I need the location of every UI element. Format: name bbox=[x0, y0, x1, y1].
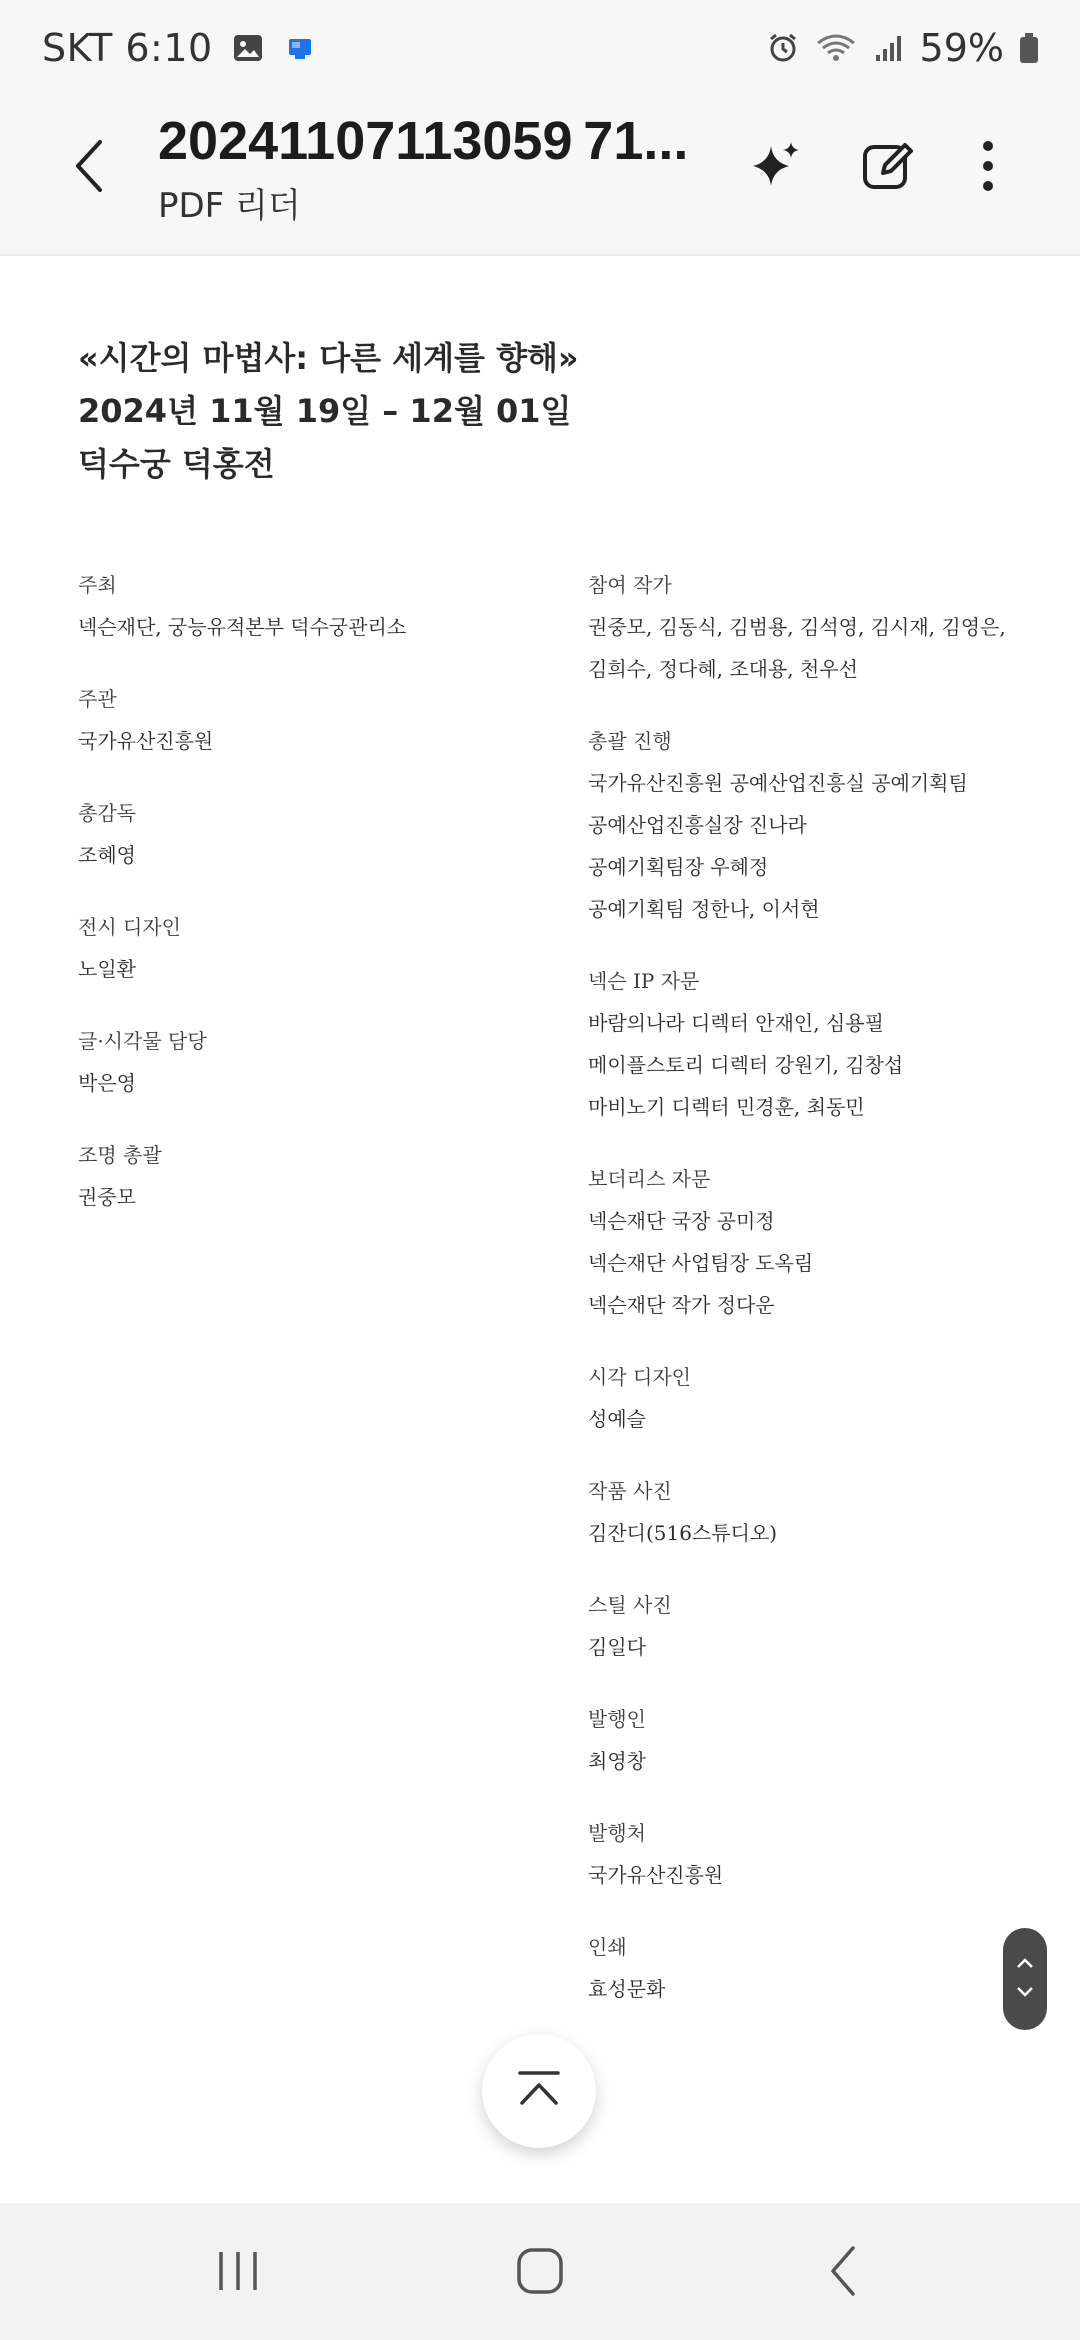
credit-value: 넥슨재단 작가 정다운 bbox=[588, 1293, 775, 1317]
credit-section bbox=[588, 1812, 1058, 1896]
edit-button[interactable] bbox=[856, 136, 920, 200]
credit-value: 메이플스토리 디렉터 강원기, 김창섭 bbox=[588, 1053, 904, 1077]
credit-section bbox=[78, 1020, 538, 1104]
credit-section bbox=[588, 564, 1058, 690]
document-heading bbox=[78, 332, 579, 491]
credit-value: 성예슬 bbox=[588, 1407, 646, 1431]
credit-value: 최영창 bbox=[588, 1749, 646, 1773]
signal-icon bbox=[872, 31, 906, 65]
credit-value: 공예기획팀 정한나, 이서현 bbox=[588, 897, 820, 921]
credit-label: 스틸 사진 bbox=[588, 1593, 672, 1617]
credit-value: 노일환 bbox=[78, 957, 136, 981]
more-options-button[interactable] bbox=[956, 136, 1020, 200]
credit-section bbox=[588, 1584, 1058, 1668]
back-nav-icon bbox=[823, 2244, 863, 2302]
chevron-down-icon[interactable] bbox=[1015, 1984, 1035, 2003]
credit-value: 김일다 bbox=[588, 1635, 646, 1659]
credit-value: 넥슨재단 국장 공미정 bbox=[588, 1209, 775, 1233]
credit-value: 효성문화 bbox=[588, 1977, 666, 2001]
credit-label: 작품 사진 bbox=[588, 1479, 672, 1503]
credit-value: 권중모, 김동식, 김범용, 김석영, 김시재, 김영은, bbox=[588, 615, 1006, 639]
home-button[interactable] bbox=[500, 2243, 580, 2303]
credit-value: 공예산업진흥실장 진나라 bbox=[588, 813, 807, 837]
back-icon bbox=[70, 136, 110, 200]
exhibition-title: «시간의 마법사: 다른 세계를 향해» bbox=[78, 339, 579, 377]
recent-apps-icon bbox=[213, 2246, 263, 2300]
system-nav-bar bbox=[0, 2203, 1080, 2340]
credit-section bbox=[588, 1158, 1058, 1326]
credit-value: 바람의나라 디렉터 안재인, 심용필 bbox=[588, 1011, 884, 1035]
credit-label: 발행처 bbox=[588, 1821, 646, 1845]
status-time: SKT 6:10 bbox=[42, 26, 213, 70]
credit-value: 국가유산진흥원 bbox=[588, 1863, 724, 1887]
credit-value: 국가유산진흥원 bbox=[78, 729, 214, 753]
ai-sparkle-icon bbox=[749, 138, 805, 198]
credits-right-column bbox=[588, 564, 1058, 2040]
recent-apps-button[interactable] bbox=[198, 2243, 278, 2303]
credit-value: 국가유산진흥원 공예산업진흥실 공예기획팀 bbox=[588, 771, 968, 795]
credit-section bbox=[588, 1698, 1058, 1782]
credit-label: 주관 bbox=[78, 687, 117, 711]
document-title: 20241107113059 71... bbox=[158, 111, 689, 171]
chevron-up-icon[interactable] bbox=[1015, 1955, 1035, 1974]
credit-value: 넥슨재단 사업팀장 도옥림 bbox=[588, 1251, 814, 1275]
credit-value: 조혜영 bbox=[78, 843, 136, 867]
credit-value: 마비노기 디렉터 민경훈, 최동민 bbox=[588, 1095, 865, 1119]
credit-label: 주최 bbox=[78, 573, 117, 597]
exhibition-dates: 2024년 11월 19일 – 12월 01일 bbox=[78, 392, 572, 430]
credit-label: 시각 디자인 bbox=[588, 1365, 691, 1389]
home-icon bbox=[515, 2246, 565, 2300]
credit-label: 조명 총괄 bbox=[78, 1143, 162, 1167]
title-area bbox=[158, 110, 718, 227]
pdf-page[interactable] bbox=[0, 258, 1080, 2203]
status-left bbox=[42, 26, 317, 70]
exhibition-venue: 덕수궁 덕홍전 bbox=[78, 445, 275, 483]
ai-sparkle-button[interactable] bbox=[745, 136, 809, 200]
credit-section bbox=[78, 678, 538, 762]
credit-value: 넥슨재단, 궁능유적본부 덕수궁관리소 bbox=[78, 615, 407, 639]
wifi-icon bbox=[814, 31, 858, 65]
credit-section bbox=[588, 960, 1058, 1128]
credit-section bbox=[78, 564, 538, 648]
status-bar bbox=[0, 0, 1080, 100]
credit-section bbox=[588, 1470, 1058, 1554]
credit-value: 박은영 bbox=[78, 1071, 136, 1095]
document-subtitle: PDF 리더 bbox=[158, 186, 301, 226]
edit-icon bbox=[859, 137, 917, 199]
credit-section bbox=[588, 720, 1058, 930]
app-notification-icon bbox=[283, 31, 317, 65]
credit-label: 글·시각물 담당 bbox=[78, 1029, 207, 1053]
credit-value: 공예기획팀장 우혜정 bbox=[588, 855, 769, 879]
credit-section bbox=[78, 1134, 538, 1218]
status-right bbox=[766, 26, 1040, 70]
credits-left-column bbox=[78, 564, 538, 1248]
scroll-to-top-button[interactable] bbox=[482, 2034, 596, 2148]
image-icon bbox=[231, 31, 265, 65]
credit-label: 보더리스 자문 bbox=[588, 1167, 711, 1191]
credit-section bbox=[588, 1926, 1058, 2010]
credit-value: 김잔디(516스튜디오) bbox=[588, 1521, 778, 1545]
credit-label: 총괄 진행 bbox=[588, 729, 672, 753]
more-icon bbox=[978, 138, 998, 198]
credit-label: 인쇄 bbox=[588, 1935, 627, 1959]
credit-value: 권중모 bbox=[78, 1185, 136, 1209]
credit-value: 김희수, 정다혜, 조대용, 천우선 bbox=[588, 657, 858, 681]
credit-section bbox=[588, 1356, 1058, 1440]
credit-label: 전시 디자인 bbox=[78, 915, 181, 939]
credit-label: 발행인 bbox=[588, 1707, 646, 1731]
scroll-to-top-icon bbox=[514, 2069, 564, 2113]
credit-label: 참여 작가 bbox=[588, 573, 672, 597]
credit-section bbox=[78, 906, 538, 990]
credit-label: 넥슨 IP 자문 bbox=[588, 969, 700, 993]
page-scroll-control[interactable] bbox=[1003, 1928, 1047, 2030]
battery-percent: 59% bbox=[919, 26, 1004, 70]
app-bar bbox=[0, 100, 1080, 256]
credit-section bbox=[78, 792, 538, 876]
battery-icon bbox=[1018, 31, 1040, 65]
credit-label: 총감독 bbox=[78, 801, 136, 825]
back-button[interactable] bbox=[60, 128, 120, 208]
back-nav-button[interactable] bbox=[803, 2243, 883, 2303]
alarm-icon bbox=[766, 31, 800, 65]
